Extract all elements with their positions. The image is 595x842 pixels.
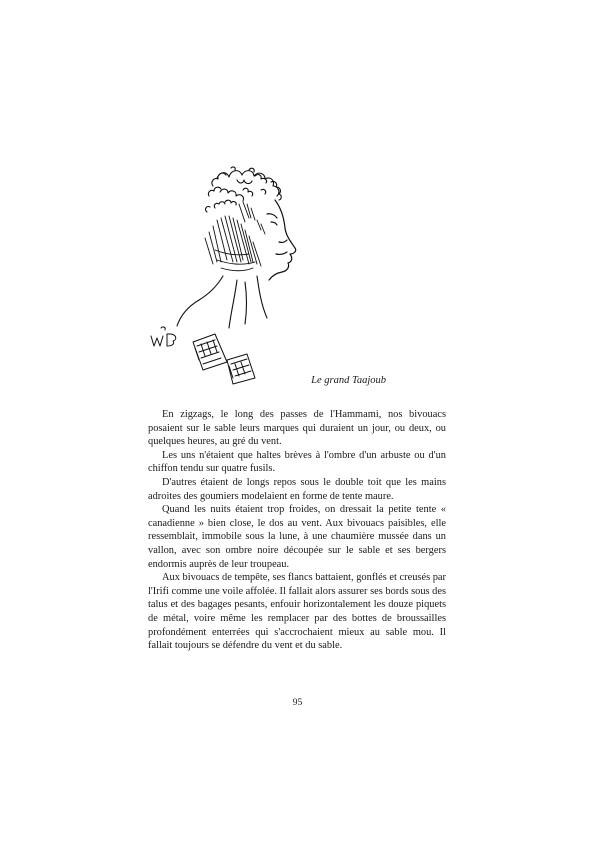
portrait-sketch [145, 150, 360, 395]
paragraph: Les uns n'étaient que haltes brèves à l'ombre d'un arbuste ou d'un chiffon tendu sur quatre fusils. [148, 449, 446, 475]
paragraph: Aux bivouacs de tempête, ses flancs battaient, gonflés et creusés par l'Irifi comme une voile affolée. Il fallait alors assurer ses bords sous des talus et des bagages pesants, enfouir horizontalement les douze piquets de métal, voire même les remplacer par des bottes de broussailles profondément enterrées qui s'accrochaient mieux au sable mou. Il fallait toujours se défendre du vent et du sable. [148, 572, 447, 652]
page-number: 95 [292, 698, 303, 708]
paragraph: D'autres étaient de longs repos sous le double toit que les mains adroites des goumiers modelaient en forme de tente maure. [148, 476, 446, 502]
paragraph: Quand les nuits étaient trop froides, on dressait la petite tente « canadienne » bien close, le dos au vent. Aux bivouacs paisibles, elle ressemblait, immobile sous la lune, à une chaumière mussée dans un vallon, avec son ombre noire découpée sur le sable et ses bergers endormis auprès de leur troupeau. [148, 504, 446, 570]
face-strokes [267, 200, 296, 280]
signature-mark [151, 327, 176, 346]
illustration-caption: Le grand Taajoub [311, 375, 386, 386]
hair-strokes [206, 167, 282, 212]
paragraph: En zigzags, le long des passes de l'Hammami, nos bivouacs posaient sur le sable leurs marques qui duraient un jour, ou deux, ou quelques heures, au gré du vent. [148, 409, 446, 448]
body-text [148, 408, 446, 653]
hands-strokes [193, 334, 255, 384]
shoulder-strokes [177, 276, 267, 328]
beard-shading [205, 202, 265, 271]
